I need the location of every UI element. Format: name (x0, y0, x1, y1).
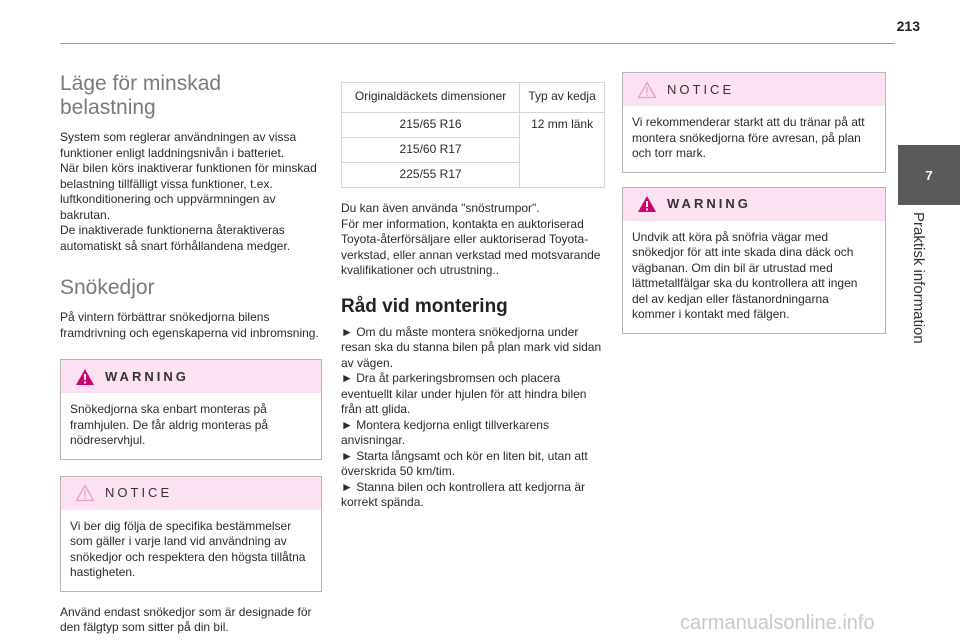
notice-box (622, 72, 886, 173)
table-cell: 215/65 R16 (342, 113, 520, 138)
paragraph: Du kan även använda "snöstrumpor". (341, 201, 540, 215)
warning-header (623, 188, 885, 221)
warning-label: WARNING (105, 368, 189, 384)
warning-header (61, 360, 321, 393)
section-title-reduced-load: Läge för minskad belastning (60, 72, 222, 119)
paragraph: De inaktiverade funktionerna återaktiveras automatiskt så snart förhållandena medger. (60, 223, 291, 253)
snow-chain-table (341, 82, 605, 188)
list-item: ► Montera kedjorna enligt tillverkarens anvisningar. (341, 417, 549, 447)
watermark: carmanualsonline.info (680, 612, 875, 634)
mounting-steps (341, 325, 605, 511)
warning-box (622, 187, 886, 334)
notice-header (61, 477, 321, 510)
list-item: ► Stanna bilen och kontrollera att kedjorna är korrekt spända. (341, 479, 586, 509)
paragraph: Använd endast snökedjor som är designade för den fälgtyp som sitter på din bil. (60, 604, 312, 634)
notice-label: NOTICE (667, 81, 735, 97)
table-header: Typ av kedja (520, 83, 605, 113)
warning-box (60, 359, 322, 460)
table-cell: 12 mm länk (520, 113, 605, 188)
notice-text: Vi rekommenderar starkt att du tränar på att montera snökedjorna före avresan, på plan och torr mark. (632, 115, 865, 160)
notice-header (623, 73, 885, 106)
notice-box (60, 476, 322, 592)
chapter-number: 7 (925, 167, 933, 183)
paragraph: System som reglerar användningen av vissa funktioner enligt laddningsnivån i batteriet. (60, 130, 297, 160)
list-item: ► Starta långsamt och kör en liten bit, utan att överskrida 50 km/tim. (341, 448, 588, 478)
paragraph: För mer information, kontakta en auktoriserad Toyota-återförsäljare eller auktoriserad Toyota-verkstad, eller annan verkstad med motsvarande kvalifikationer och utrustning.. (341, 216, 601, 277)
table-cell: 215/60 R17 (342, 138, 520, 163)
warning-text: Snökedjorna ska enbart monteras på framhjulen. De får aldrig monteras på nödreservhjul. (70, 402, 269, 447)
notice-icon (75, 484, 95, 502)
column-3 (622, 72, 886, 334)
notice-text: Vi ber dig följa de specifika bestämmelser som gäller i varje land vid användning av snökedjor och respektera den högsta tillåtna hastigheten. (70, 518, 306, 579)
chapter-title: Praktisk information (910, 212, 927, 344)
table-header: Originaldäckets dimensioner (342, 83, 520, 113)
section-title-snow-chains: Snökedjor (60, 276, 155, 299)
warning-text: Undvik att köra på snöfria vägar med snökedjor för att inte skada dina däck och vägbanan. Om din bil är utrustad med lättmetallfälgar ska du kontrollera att ingen del av kedjan eller fästanordningarna kommer i kontakt med fälgen. (632, 229, 858, 321)
table-cell: 225/55 R17 (342, 163, 520, 188)
notice-icon (637, 81, 657, 99)
header-rule (60, 43, 895, 44)
warning-icon (637, 195, 657, 213)
warning-label: WARNING (667, 196, 751, 212)
paragraph: På vintern förbättrar snökedjorna bilens framdrivning och egenskaperna vid inbromsning. (60, 310, 319, 340)
table-row (342, 113, 605, 138)
page-number: 213 (896, 18, 920, 34)
section-title-mounting-advice: Råd vid montering (341, 295, 508, 317)
chapter-tab (898, 145, 960, 205)
warning-icon (75, 368, 95, 386)
notice-label: NOTICE (105, 485, 173, 501)
column-2 (341, 82, 605, 511)
list-item: ► Dra åt parkeringsbromsen och placera eventuellt kilar under hjulen för att hindra bilen från att glida. (341, 371, 587, 416)
column-1 (60, 72, 322, 636)
list-item: ► Om du måste montera snökedjorna under resan ska du stanna bilen på plan mark vid sidan av vägen. (341, 324, 602, 370)
paragraph: När bilen körs inaktiverar funktionen för minskad belastning tillfälligt vissa funktioner, t.ex. luftkonditionering och uppvärmningen av bakrutan. (60, 161, 317, 222)
